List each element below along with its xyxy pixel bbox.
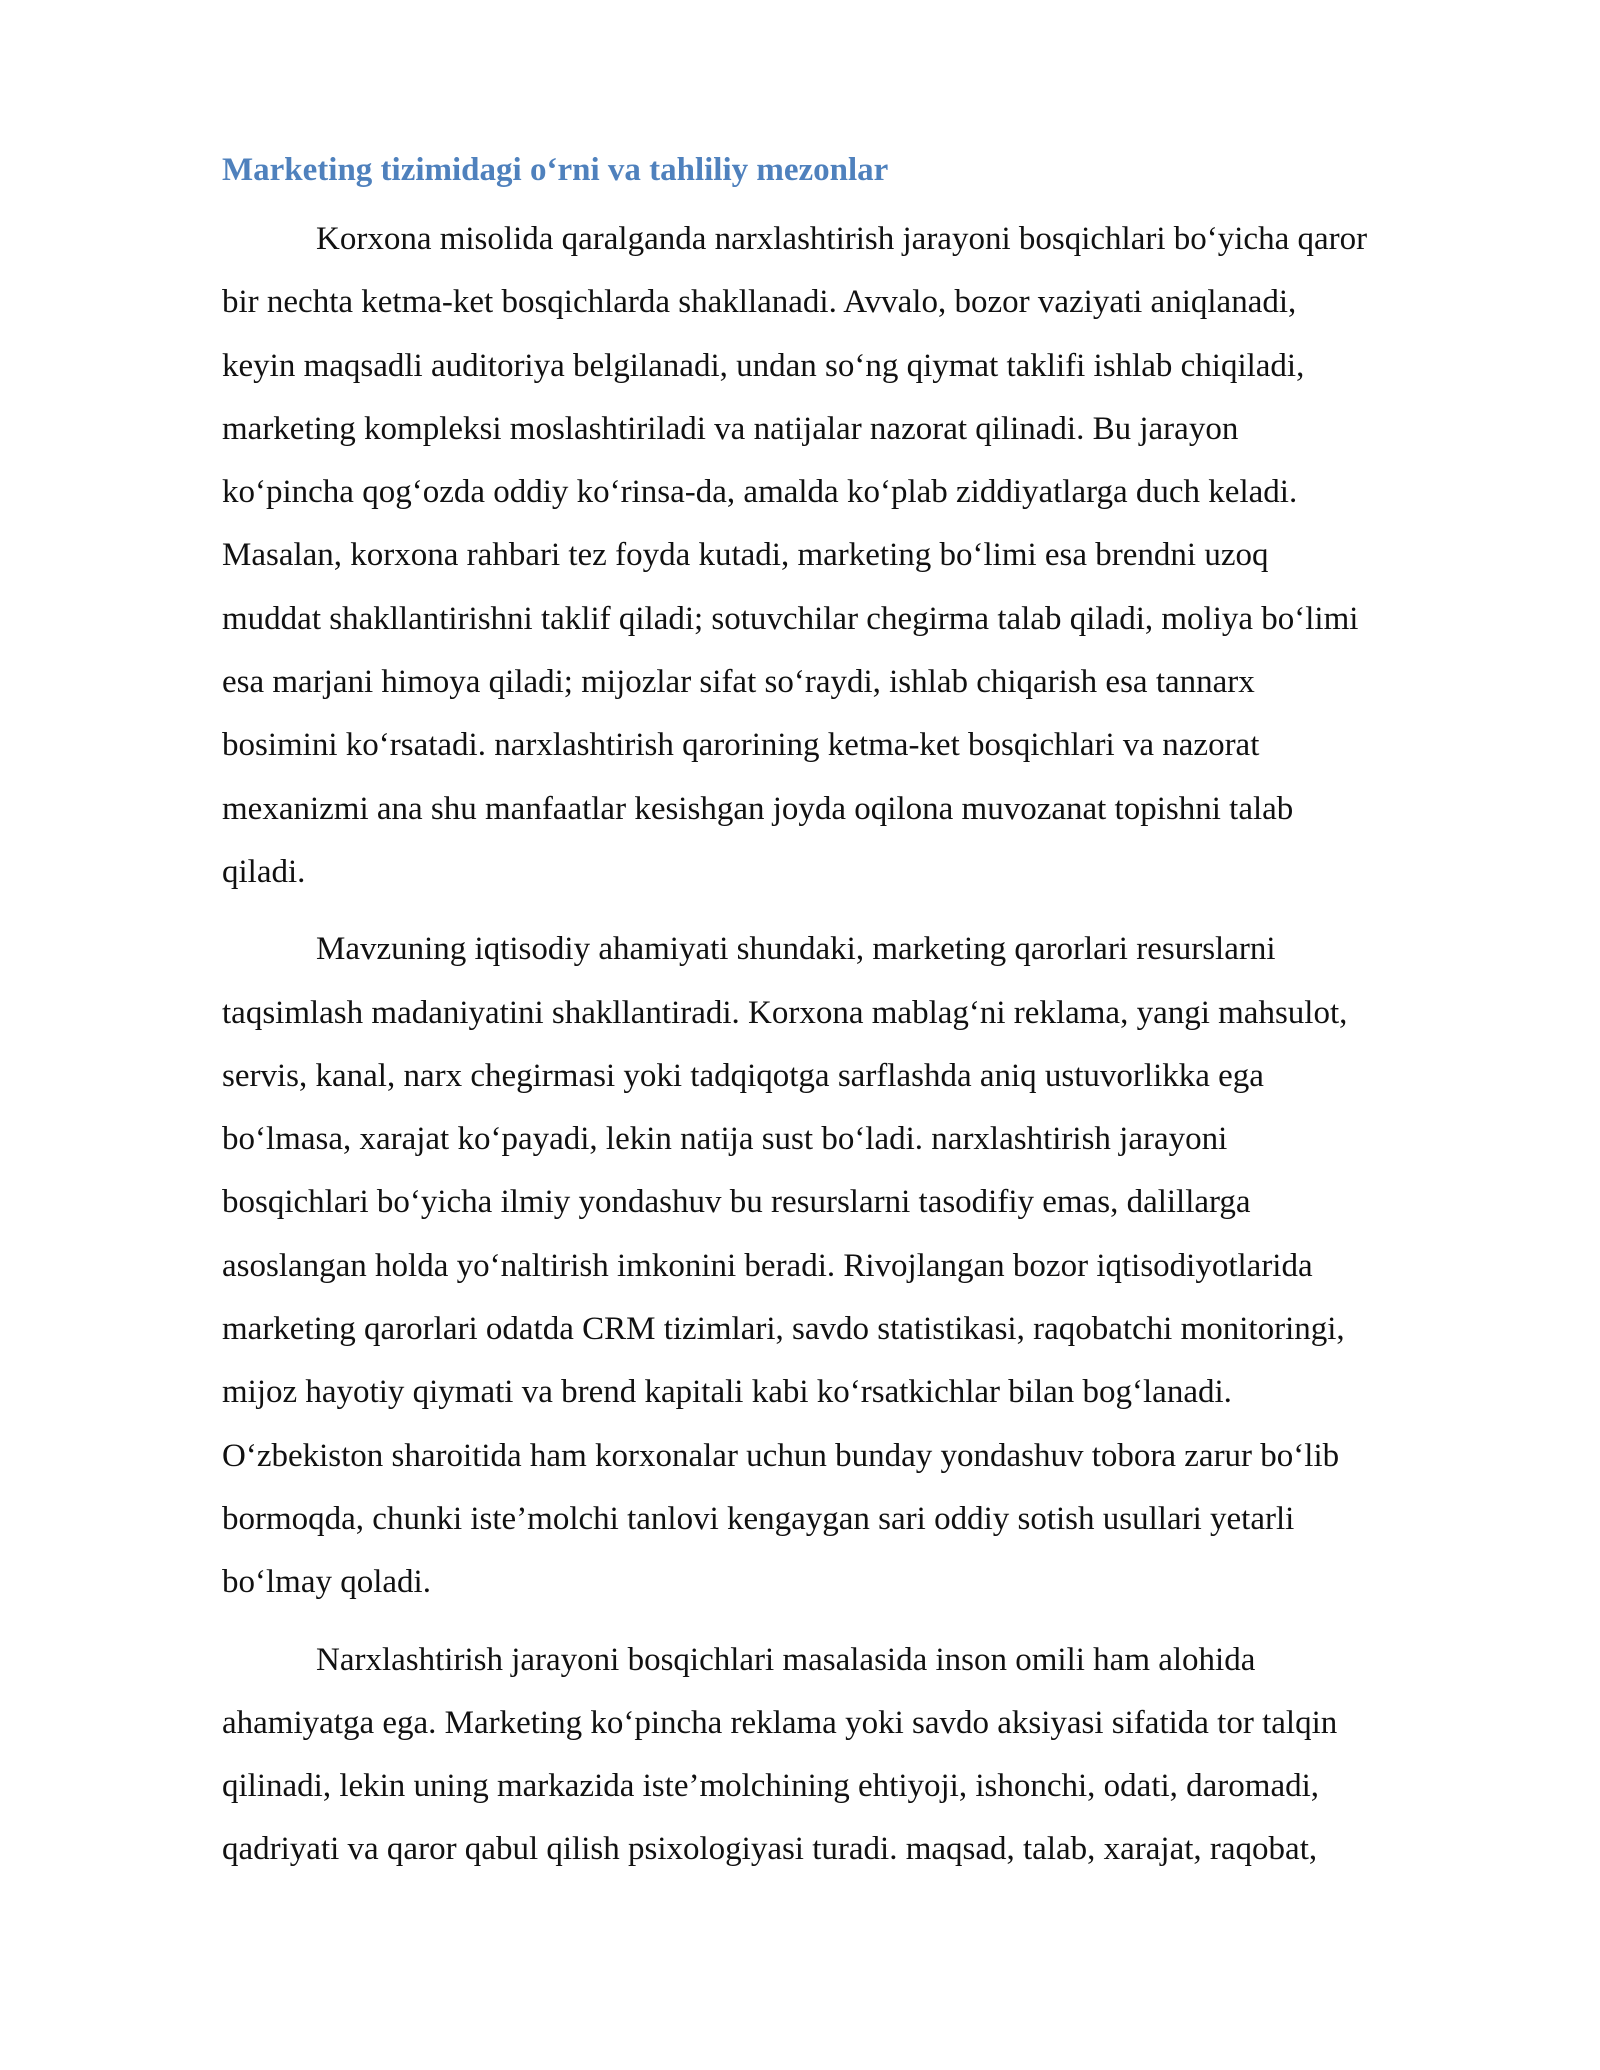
text-line: mijoz hayotiy qiymati va brend kapitali kabi ko‘rsatkichlar bilan bog‘lanadi.: [222, 1374, 1232, 1411]
text-line: bir nechta ketma-ket bosqichlarda shakllanadi. Avvalo, bozor vaziyati aniqlanadi,: [222, 284, 1297, 321]
text-line: servis, kanal, narx chegirmasi yoki tadqiqotga sarflashda aniq ustuvorlikka ega: [222, 1057, 1264, 1094]
text-line: bo‘lmasa, xarajat ko‘payadi, lekin natija sust bo‘ladi. narxlashtirish jarayoni: [222, 1121, 1228, 1158]
section-heading: Marketing tizimidagi o‘rni va tahliliy mezonlar: [222, 152, 889, 188]
text-line: esa marjani himoya qiladi; mijozlar sifat so‘raydi, ishlab chiqarish esa tannarx: [222, 664, 1255, 701]
text-line: ahamiyatga ega. Marketing ko‘pincha reklama yoki savdo aksiyasi sifatida tor talqin: [222, 1704, 1338, 1741]
paragraph-1: [222, 208, 1484, 904]
text-line: Mavzuning iqtisodiy ahamiyati shundaki, marketing qarorlari resurslarni: [316, 931, 1276, 968]
text-line: marketing kompleksi moslashtiriladi va natijalar nazorat qilinadi. Bu jarayon: [222, 410, 1239, 447]
text-line: Narxlashtirish jarayoni bosqichlari masalasida inson omili ham alohida: [316, 1641, 1256, 1678]
text-line: muddat shakllantirishni taklif qiladi; sotuvchilar chegirma talab qiladi, moliya bo‘limi: [222, 600, 1359, 637]
text-line: ko‘pincha qog‘ozda oddiy ko‘rinsa-da, amalda ko‘plab ziddiyatlarga duch keladi.: [222, 474, 1298, 511]
text-line: qilinadi, lekin uning markazida iste’molchining ehtiyoji, ishonchi, odati, daromadi,: [222, 1768, 1320, 1805]
text-line: taqsimlash madaniyatini shakllantiradi. Korxona mablag‘ni reklama, yangi mahsulot,: [222, 994, 1348, 1031]
document-page: [222, 146, 1484, 1896]
text-line: bo‘lmay qoladi.: [222, 1564, 431, 1601]
text-line: Masalan, korxona rahbari tez foyda kutadi, marketing bo‘limi esa brendni uzoq: [222, 537, 1269, 574]
text-line: bosqichlari bo‘yicha ilmiy yondashuv bu resurslarni tasodifiy emas, dalillarga: [222, 1184, 1251, 1221]
paragraph-2: [222, 918, 1484, 1614]
text-line: keyin maqsadli auditoriya belgilanadi, undan so‘ng qiymat taklifi ishlab chiqiladi,: [222, 347, 1305, 384]
text-line: qadriyati va qaror qabul qilish psixologiyasi turadi. maqsad, talab, xarajat, raqobat,: [222, 1831, 1318, 1868]
text-line: Korxona misolida qaralganda narxlashtirish jarayoni bosqichlari bo‘yicha qaror: [316, 221, 1368, 257]
text-line: O‘zbekiston sharoitida ham korxonalar uchun bunday yondashuv tobora zarur bo‘lib: [222, 1437, 1340, 1474]
text-line: bormoqda, chunki iste’molchi tanlovi kengaygan sari oddiy sotish usullari yetarli: [222, 1500, 1295, 1537]
text-line: mexanizmi ana shu manfaatlar kesishgan joyda oqilona muvozanat topishni talab: [222, 790, 1294, 827]
text-line: marketing qarorlari odatda CRM tizimlari, savdo statistikasi, raqobatchi monitoringi,: [222, 1311, 1345, 1348]
paragraph-3: [222, 1629, 1484, 1882]
text-line: bosimini ko‘rsatadi. narxlashtirish qarorining ketma-ket bosqichlari va nazorat: [222, 727, 1260, 764]
text-line: asoslangan holda yo‘naltirish imkonini beradi. Rivojlangan bozor iqtisodiyotlarida: [222, 1247, 1313, 1284]
text-line: qiladi.: [222, 853, 306, 890]
